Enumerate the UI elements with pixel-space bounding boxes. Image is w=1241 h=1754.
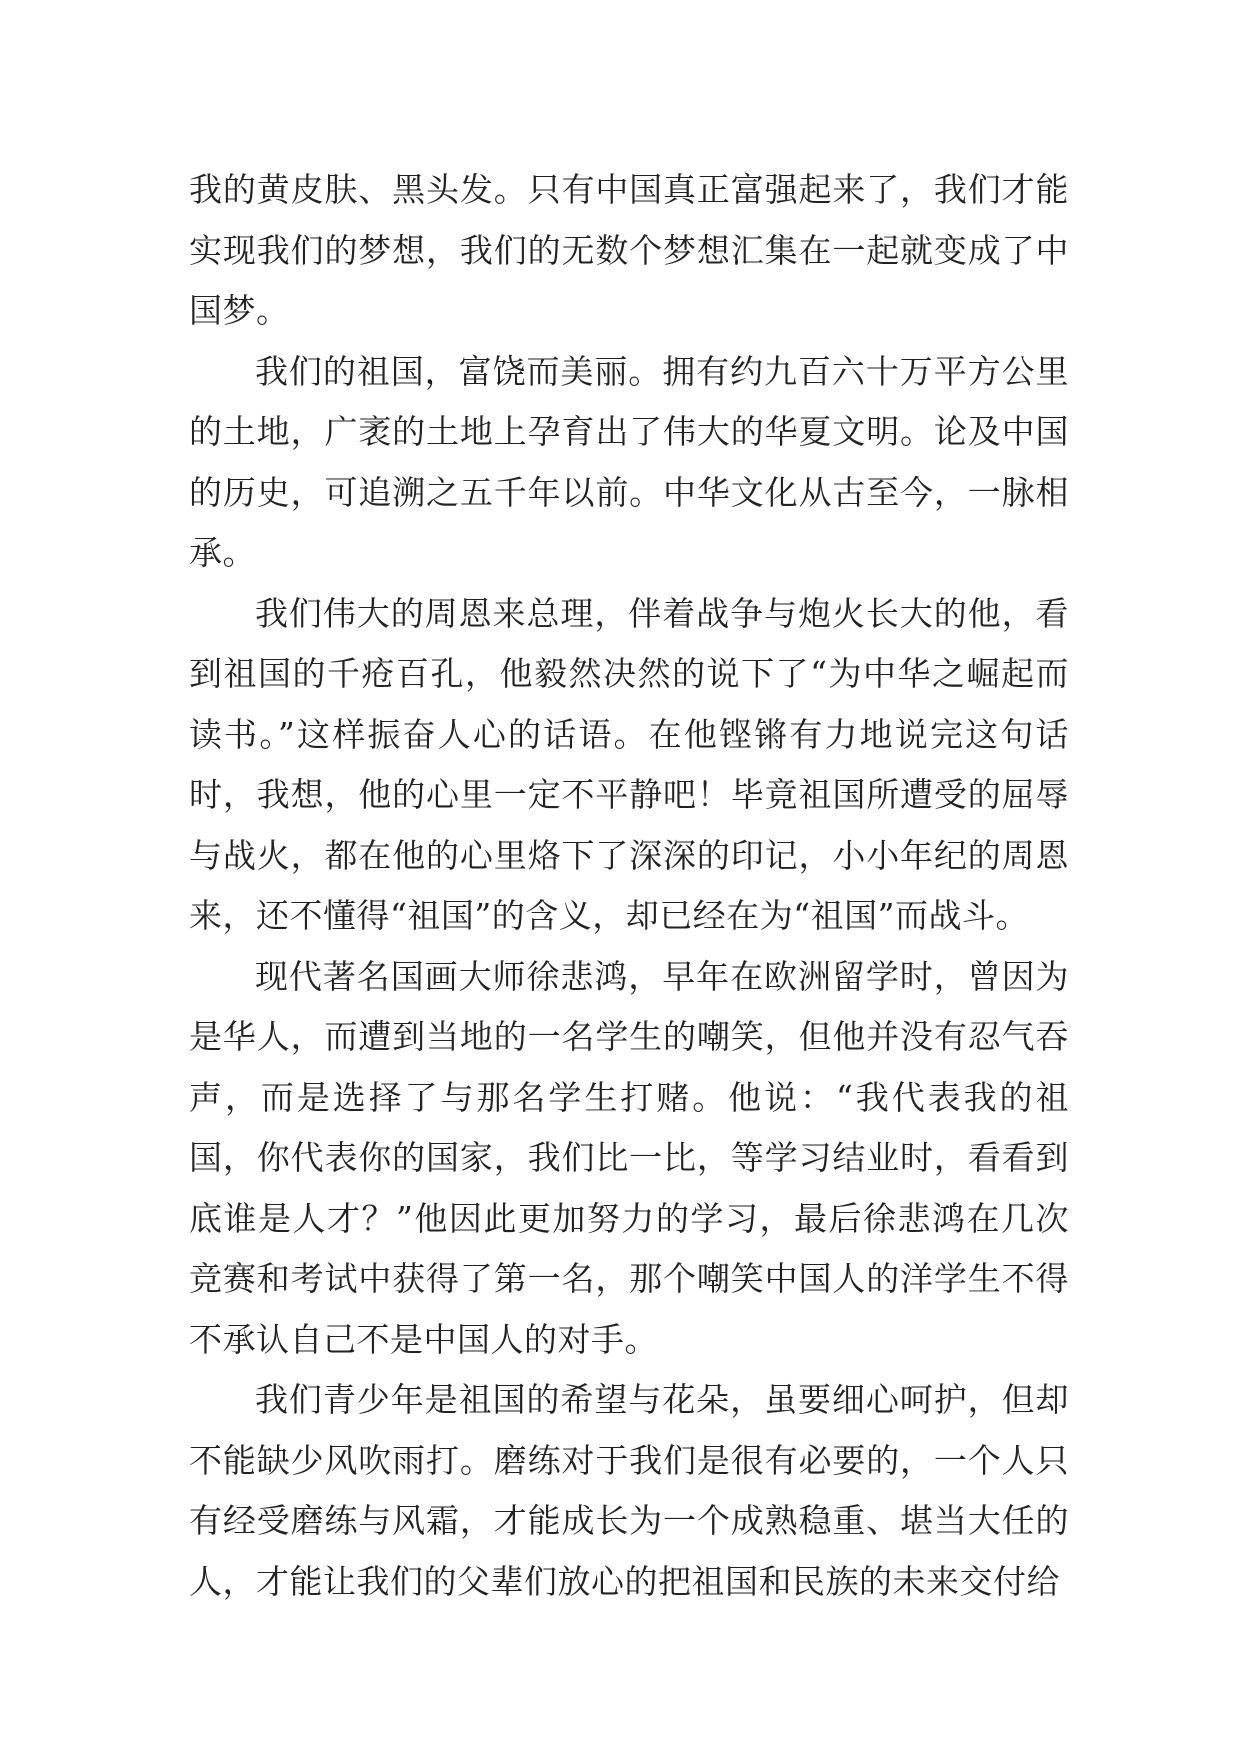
paragraph-5: 我们青少年是祖国的希望与花朵，虽要细心呵护，但却不能缺少风吹雨打。磨练对于我们是很有必要的，一个人只有经受磨练与风霜，才能成长为一个成熟稳重、堪当大任的人，才能让我们的父辈们放心的把祖国和民族的未来交付给 <box>189 1380 1069 1601</box>
paragraph-1: 我的黄皮肤、黑头发。只有中国真正富强起来了，我们才能实现我们的梦想，我们的无数个梦想汇集在一起就变成了中国梦。 <box>189 170 1069 330</box>
paragraph-3: 我们伟大的周恩来总理，伴着战争与炮火长大的他，看到祖国的千疮百孔，他毅然决然的说下了“为中华之崛起而读书。”这样振奋人心的话语。在他铿锵有力地说完这句话时，我想，他的心里一定不平静吧！毕竟祖国所遭受的屈辱与战火，都在他的心里烙下了深深的印记，小小年纪的周恩来，还不懂得“祖国”的含义，却已经在为“祖国”而战斗。 <box>189 593 1069 935</box>
paragraph-4: 现代著名国画大师徐悲鸿，早年在欧洲留学时，曾因为是华人，而遭到当地的一名学生的嘲笑，但他并没有忍气吞声，而是选择了与那名学生打赌。他说：“我代表我的祖国，你代表你的国家，我们比一比，等学习结业时，看看到底谁是人才？”他因此更加努力的学习，最后徐悲鸿在几次竞赛和考试中获得了第一名，那个嘲笑中国人的洋学生不得不承认自己不是中国人的对手。 <box>189 956 1069 1359</box>
paragraph-2: 我们的祖国，富饶而美丽。拥有约九百六十万平方公里的土地，广袤的土地上孕育出了伟大的华夏文明。论及中国的历史，可追溯之五千年以前。中华文化从古至今，一脉相承。 <box>189 351 1069 572</box>
body-text <box>189 160 1069 1612</box>
